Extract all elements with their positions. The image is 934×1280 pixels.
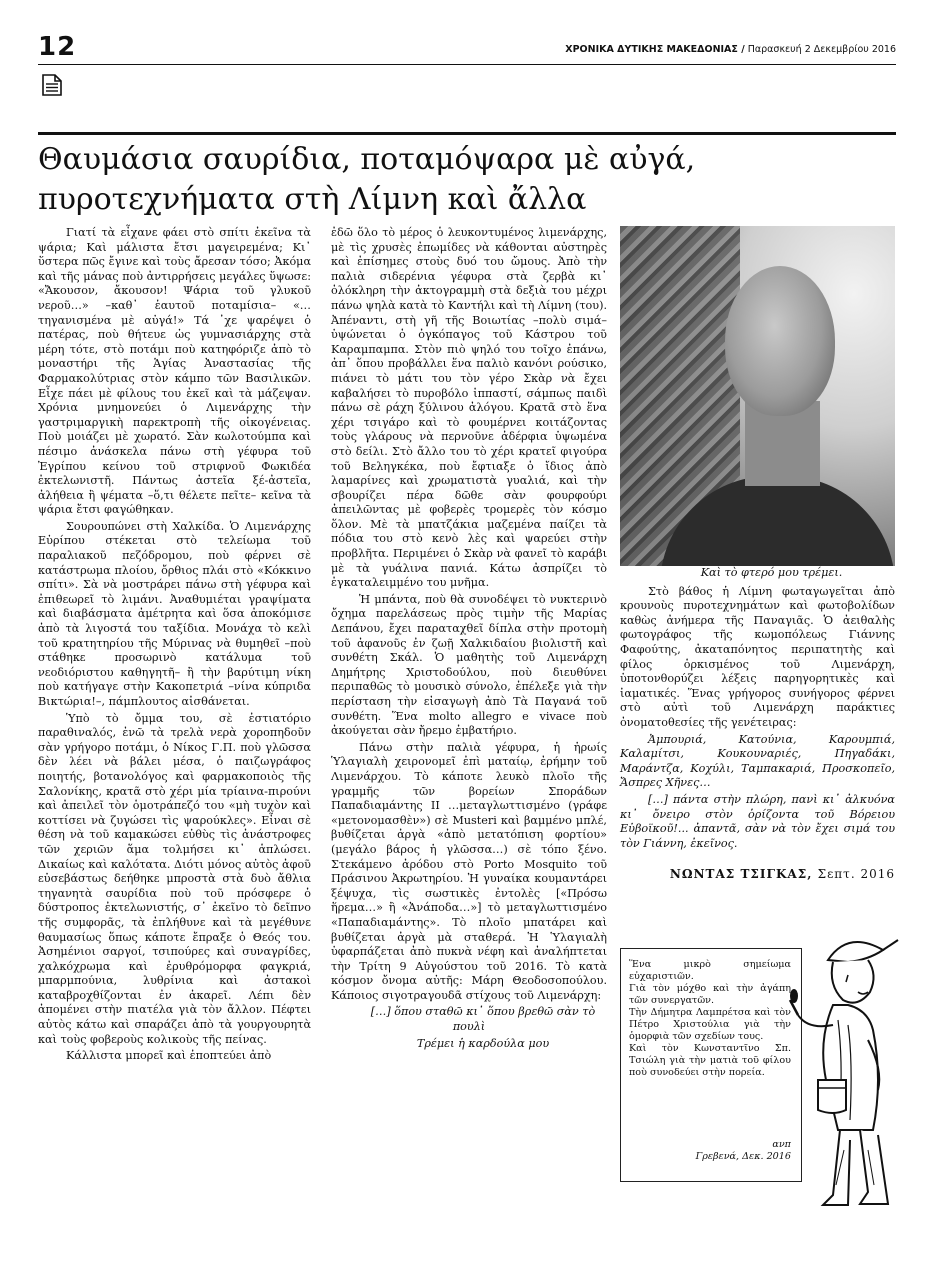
paragraph: […] πάντα στὴν πλώρη, πανὶ κι᾿ ἀλκυόνα κι᾿ ὄνειρο στὸν ὁρίζοντα τοῦ Βόρειου Εὐβοϊκοῦ!... ἀπαντᾶ, σὰν νὰ τὸν ἔχει σιμά του τὸν Γιάννη, ἐκεῖνος. bbox=[620, 792, 895, 850]
article-column-1 bbox=[38, 226, 311, 1064]
notice-place-date: Γρεβενά, Δεκ. 2016 bbox=[695, 1151, 791, 1162]
issue-date: Παρασκευή 2 Δεκεμβρίου 2016 bbox=[747, 44, 896, 55]
verse-line: […] ὅπου σταθῶ κι᾿ ὅπου βρεθῶ σὰν τὸ πουλὶ bbox=[370, 1005, 596, 1034]
verse-line: Τρέμει ἡ καρδούλα μου bbox=[416, 1036, 550, 1050]
photo-face bbox=[725, 266, 835, 416]
article-column-3 bbox=[620, 226, 895, 882]
running-head bbox=[565, 44, 896, 55]
author-name: ΝΩΝΤΑΣ ΤΣΙΓΚΑΣ, bbox=[669, 867, 813, 882]
cartoon-figure-icon bbox=[788, 930, 908, 1230]
paragraph: Κάλλιστα μπορεῖ καὶ ἐποπτεύει ἀπὸ bbox=[66, 1049, 272, 1063]
portrait-photo bbox=[620, 226, 895, 566]
place-names: Ἀμπουριά, Κατούνια, Καρουμπιά, Καλαμίτσι, Κουκουναριές, Πηγαδάκι, Μαράντζα, Κοχύλι, Ταμπακαριά, Προσκοπεῖο, Ἄσπρες Χῆνες… bbox=[620, 732, 895, 790]
publication-name: ΧΡΟΝΙΚΑ ΔΥΤΙΚΗΣ ΜΑΚΕΔΟΝΙΑΣ / bbox=[565, 44, 745, 55]
document-icon bbox=[40, 73, 64, 97]
paragraph: Γιατί τὰ εἶχανε φάει στὸ σπίτι ἐκεῖνα τὰ ψάρια; Καὶ μάλιστα ἔτσι μαγειρεμένα; Κι᾿ ὕστερα πῶς ἔγινε καὶ τοὺς ἄρεσαν τόσο; Ἀκόμα καὶ τῆς μάνας ποὺ ἀντιρρήσεις μεγάλες ὕψωσε: «Ἄκουσον, ἄκουσον! Ψάρια τοῦ γλυκοῦ νεροῦ…» –καθ᾿ ἑαυτοῦ ποταμίσια– «…τηγανισμένα μὲ αὐγά!» Τά ᾿χε ψαρέψει ὁ πατέρας, ποὺ θήτευε ὡς γυμνασιάρχης στὰ μέρη τότε, στὸ ποτάμι ποὺ κατηφόριζε ἀπὸ τὸ μοναστήρι τῆς Ἁγίας Ἀναστασίας τῆς Φαρμακολύτριας στὸν κάμπο τῶν Βασιλικῶν. Εἶχε πάει μὲ φίλους του ἐκεῖ καὶ τὰ μάζεψαν. Χρόνια μνημονεύει ὁ Λιμενάρχης τὴν γαστριμαργικὴ παρεκτροπὴ τῆς οἰκογένειας. Ποὺ μοιάζει μὲ χωρατό. Σὰν κωλοτούμπα καὶ πέσιμο ἀνάσκελα πάνω στὴ γέφυρα τοῦ Ἐγρίπου κείνου τοῦ στριφνοῦ Φωκιδέα ἐκτελωνιστῆ. Πάντως ἀστεῖα ξέ-ἀστεῖα, ἀλήθεια ἢ ψέματα –ὅ,τι θέλετε πεῖτε– κεῖνα τὰ ψάρια ἔτσι φαγώθηκαν. bbox=[38, 226, 311, 517]
paragraph: Πάνω στὴν παλιὰ γέφυρα, ἡ ἡρωίς Ὑλαγιαλὴ χειρονομεῖ ἐπὶ ματαίῳ, ἐρήμην τοῦ Λιμενάρχου. Τὸ κάποτε λευκὸ πλοῖο τῆς γραμμῆς τῶν βορείων Σποράδων Παπαδιαμάντης ΙΙ …μεταγλωττισμένο (γράφε «μετονομασθὲν») σὲ Musteri καὶ βαμμένο μπλέ, βυθίζεται ἀργὰ «ἀπὸ μετατόπιση φορτίου» (μεγάλο βάρος ἡ γλῶσσα…) σὲ τόπο ξένο. Στεκάμενο ἀρόδου στὸ Porto Mosquito τοῦ Πράσινου Ἀκρωτηρίου. Ἡ γυναίκα κουμαντάρει ξέψυχα, τὶς σωστικὲς ἐντολὲς [«Πρόσω ἥρεμα…» ἢ «Ἀνάποδα…»] τὸ μεταγλωττισμένο «Παπαδιαμάντης». Τὸ πλοῖο μπατάρει καὶ βυθίζεται ἀργὰ μὰ σταθερά. Ἡ Ὑλαγιαλὴ ὑφαρπάζεται ἀπὸ πυκνὰ νέφη καὶ ἀναλήπτεται τὴν Τρίτη 9 Αὐγούστου τοῦ 2016. Τὸ κατὰ κόσμον ὄνομα αὐτῆς: Μάρη Θεοδοσοπούλου. Κάποιος σιγοτραγουδᾶ στίχους τοῦ Λιμενάρχη: bbox=[331, 740, 607, 1002]
article-headline: Θαυμάσια σαυρίδια, ποταμόψαρα μὲ αὐγά, πυροτεχνήματα στὴ Λίμνη καὶ ἄλλα bbox=[38, 142, 696, 217]
paragraph: Ὑπὸ τὸ ὄμμα του, σὲ ἐστιατόριο παραθιναλός, ἐνῶ τὰ τρελὰ νερὰ χοροπηδοῦν σὰν γρήγορο ποτάμι, ὁ Νίκος Γ.Π. ποὺ γλῶσσα δὲν λέει νὰ βάλει μέσα, ὁ παιζωγράφος ποιητής, βοτανολόγος καὶ φαρμακοποιὸς τῆς Σαλονίκης, κρατᾶ στὸ χέρι μία τρίαινα-πιρούνι καὶ ἀπειλεῖ τὸν ὁμοτράπεζό του «μὴ τυχὸν καὶ κοττίσει νὰ ζυγώσει τὶς ψαρούκλες». Εἶναι σὲ θέση νὰ τοῦ καμακώσει εὐθὺς τὶς ἀνάστροφες τῶν χεριῶν ἅμα τολμήσει κι᾿ ἁπλώσει. Δικαίως καὶ καλότατα. Διότι μόνος αὐτὸς ἀφοῦ εὐσεβάστως δεήθηκε μπροστὰ στὰ δυὸ ἄθλια τηγανητὰ σαυρίδια ποὺ τοῦ πρόσφερε ὁ δύστροπος ἐκτελωνιστής, σ᾿ ἐκεῖνο τὸ δεῖπνο τῆς συμφορᾶς, τὰ ἐπλήθυνε καὶ τὰ μεγέθυνε θαυμασίως ὅπως κάποτε ἔπραξε ὁ Θεός του. Ἀσημένιοι σαργοί, τσιπούρες καὶ συναγρίδες, χαλκόχρωμα καὶ ἐρυθρόμορφα φαγκριά, μπαρμπούνια, λυθρίνια καὶ ἀστακοὶ καταβροχθίζονται ἐν ἀκαρεῖ. Λέπι δὲν ἀπομένει στὴν πιατέλα γιὰ τὸν ἄλλον. Πέφτει αὐτὸς κάτω καὶ σπαράζει ἀπὸ τὰ γουργουρητὰ καὶ τοὺς φοβεροὺς κολικοὺς τῆς πείνας. bbox=[38, 711, 311, 1046]
headline-rule bbox=[38, 132, 896, 135]
author-signature bbox=[620, 867, 895, 882]
notice-line: Καὶ τὸν Κωνσταντῖνο Σπ. Τσιώλη γιὰ τὴν ματιὰ τοῦ φίλου ποὺ συνοδεύει στὴν πορεία. bbox=[629, 1043, 791, 1078]
paragraph: ἐδῶ ὅλο τὸ μέρος ὁ λευκοντυμένος λιμενάρχης, μὲ τὶς χρυσὲς ἐπωμίδες νὰ κάθονται αὐστηρὲς καὶ ἐπίσημες στοὺς δυό του ὤμους. Ἀπὸ τὴν παλιὰ σιδερένια γέφυρα στὰ ζερβὰ κι᾿ ὁλόκληρη τὴν ἀκτογραμμὴ στὰ δεξιὰ του μέχρι πάνω ψηλὰ κατὰ τὸ Καντήλι καὶ τὴ Λίμνη (του). Ἀπέναντι, στὴ γῆ τῆς Βοιωτίας –πολὺ σιμά– ὑψώνεται ὁ ὀγκόπαγος τοῦ Κάστρου τοῦ Καραμπαμπα. Στὸν πιὸ ψηλό του τοῖχο ἐπάνω, ἀπ᾿ ὅπου προβάλλει ἕνα παλιὸ κανόνι ρούσικο, πιάνει τὸ μάτι του τὸν γέρο Σκὰρ νὰ ἔχει καβαλήσει τὸ πυροβόλο ἱππαστί, σάμπως παιδὶ πάνω σὲ ράχη ξύλινου ἀλόγου. Κρατᾶ στὸ ἕνα χέρι τσιγάρο καὶ τὸ φουμέρνει κοιτάζοντας τοὺς γλάρους νὰ περνοῦνε ἀδέρφια ὑψωμένα στὸ δείλι. Στὸ ἄλλο του τὸ χέρι κρατεῖ φιγούρα τοῦ Βεληγκέκα, ποὺ ἔφτιαξε ὁ ἴδιος ἀπὸ λαμαρίνες καὶ χρωματιστὰ γυαλιά, καὶ τὴν σβουρίζει πέρα δῶθε σὰν φουρφούρι ἀπειλῶντας μὲ φοβερὲς τρομερὲς τὸν κόσμο ὅλον. Μὲ τὰ μπατζάκια μαζεμένα παίζει τὰ πόδια του στὸ κενὸ λὲς καὶ ψαρεύει στὴν προβλῆτα. Περιμένει ὁ Σκὰρ νὰ φανεῖ τὸ καράβι μὲ τὰ γυάλινα πανιά. Κάτω ἀσπρίζει τὸ ἐγκαταλειμμένο του μνῆμα. bbox=[331, 226, 607, 590]
notice-line: Τὴν Δήμητρα Λαμπρέτσα καὶ τὸν Πέτρο Χριστούλια γιὰ τὴν ὁμορφιὰ τῶν σχεδίων τους. bbox=[629, 1007, 791, 1042]
photo-caption: Καὶ τὸ φτερό μου τρέμει. bbox=[700, 566, 843, 579]
paragraph: Ἡ μπάντα, ποὺ θὰ συνοδέψει τὸ νυκτερινὸ ὄχημα παρελάσεως πρὸς τιμὴν τῆς Μαρίας Δεπάνου, ἔχει παραταχθεῖ δίπλα στὴν προτομὴ τοῦ ἀφανοῦς ἐν ζωῇ Χαλκιδαίου βιολιστῆ καὶ συνθέτη Σκάλ. Ὁ μαθητὴς τοῦ Λιμενάρχη Δημήτρης Χριστοδούλου, ποὺ διευθύνει περιπαθῶς τὸ μουσικὸ σύνολο, ἐπέλεξε γιὰ τὴν περίσταση τὴν εἰσαγωγὴ ἀπὸ Τὰ Παγανά τοῦ συνθέτη. Ἕνα molto allegro e vivace ποὺ ἀκούγεται σὰν ἤρεμο ἐμβατήριο. bbox=[331, 592, 607, 738]
notice-line: Ἕνα μικρὸ σημείωμα εὐχαριστιῶν. bbox=[629, 959, 791, 982]
paragraph: Σουρουπώνει στὴ Χαλκίδα. Ὁ Λιμενάρχης Εὐρίπου στέκεται στὸ τελείωμα τοῦ παραλιακοῦ πεζόδρομου, ποὺ φέρνει σὲ κατάστρωμα πλοίου, ὄρθιος πλάι στὸ «Κόκκινο σπίτι». Σὰ νὰ μοστράρει πάνω στὴ γέφυρα καὶ ἐπιθεωρεῖ τὸ λιμάνι. Ἀναθυμιέται γραψίματα καὶ διαβάσματα ἀμέτρητα καὶ ὅσα ἀποκόμισε ἀπὸ τὰ λιγοστά του ταξίδια. Μονάχα τὸ κελὶ τοῦ κρατητηρίου τῆς Μύρινας νὰ θυμηθεῖ –ποὺ στάθηκε προσωρινὸ κατάλυμα τοῦ νεοδιόριστου καθηγητῆ– ἢ τὴν βαρύτιμη νίκη ποὺ κατήγαγε στὴν Κακοπετριά –νίνα κύπριδα Βικτώρια!–, πάμπλουτος αἰσθάνεται. bbox=[38, 519, 311, 708]
notice-signature bbox=[696, 1139, 791, 1163]
header-rule bbox=[38, 64, 896, 65]
article-column-2 bbox=[331, 226, 607, 1051]
notice-line: Γιὰ τὸν μόχθο καὶ τὴν ἀγάπη τῶν συνεργατῶν. bbox=[629, 983, 791, 1006]
author-date: Σεπτ. 2016 bbox=[817, 867, 895, 882]
notice-initials: ανπ bbox=[772, 1139, 791, 1150]
page-number: 12 bbox=[38, 32, 77, 62]
paragraph: Στὸ βάθος ἡ Λίμνη φωταγωγεῖται ἀπὸ κρουνοὺς πυροτεχνημάτων καὶ φωτοβολίδων καθὼς ἀνήμερα τῆς Παναγιᾶς. Ὁ ἀειθαλὴς φωτογράφος τῆς κωμοπόλεως Γιάννης Φαφούτης, ἀκαταπόνητος περιπατητὴς καὶ φίλος ὁρκισμένος τοῦ Λιμενάρχη, ὑποτονθορύζει λέξεις παρηγορητικὲς καὶ ἰαματικές. Ἕνας γρήγορος συνήγορος φέρνει στὸ αὐτὶ τοῦ Λιμενάρχη παράκτιες ὀνοματοθεσίες τῆς γενέτειρας: bbox=[620, 584, 895, 729]
thanks-notice-board bbox=[620, 948, 802, 1182]
